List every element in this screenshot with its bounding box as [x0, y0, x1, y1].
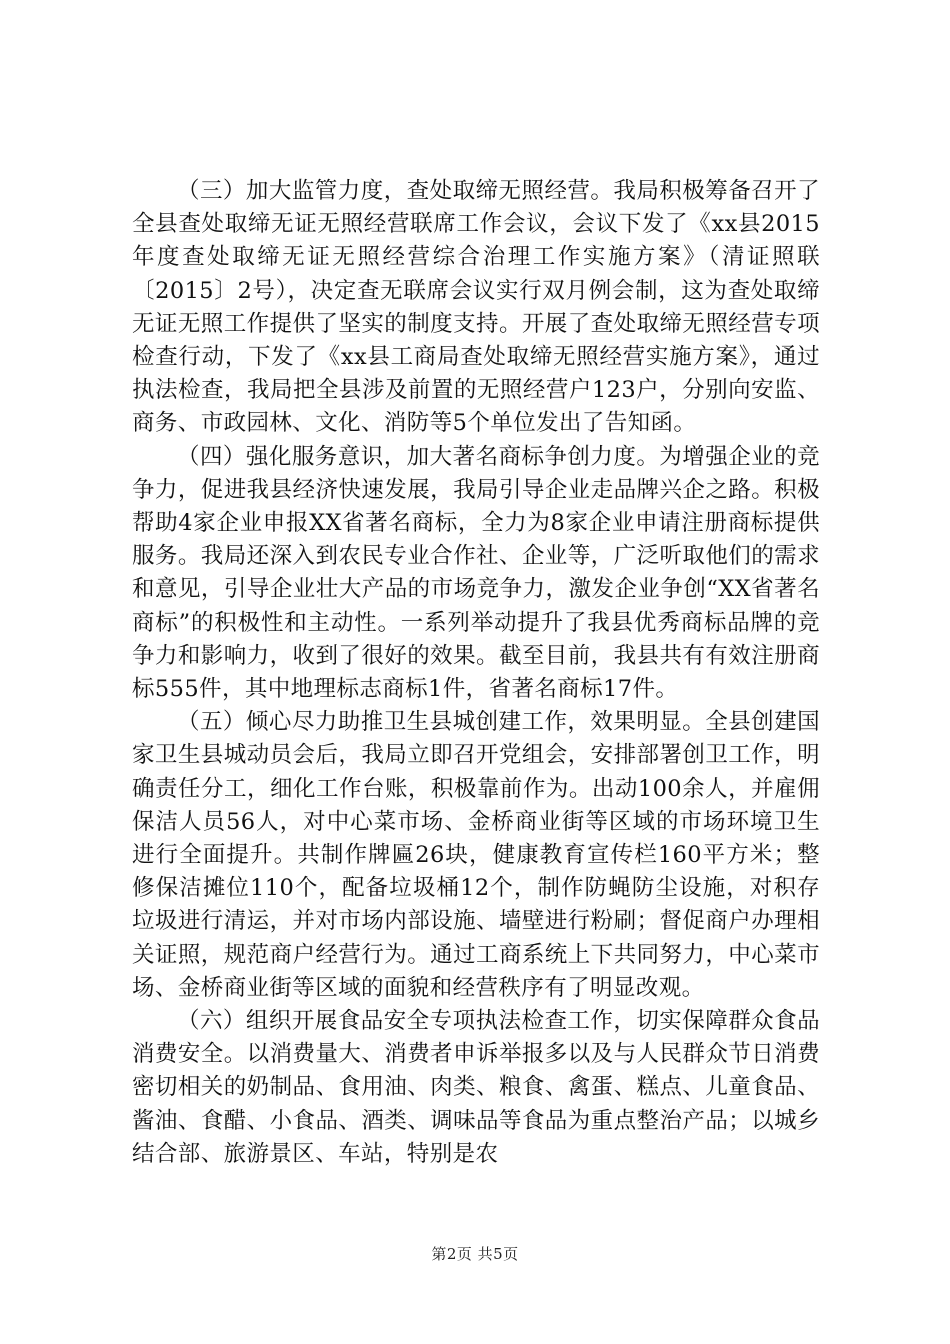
paragraph-section-3: （三）加大监管力度，查处取缔无照经营。我局积极筹备召开了全县查处取缔无证无照经营联席工作会议，会议下发了《xx县2015年度查处取缔无证无照经营综合治理工作实施方案》（清证照联〔2015〕2号），决定查无联席会议实行双月例会制，这为查处取缔无证无照工作提供了坚实的制度支持。开展了查处取缔无照经营专项检查行动，下发了《xx县工商局查处取缔无照经营实施方案》，通过执法检查，我局把全县涉及前置的无照经营户123户，分别向安监、商务、市政园林、文化、消防等5个单位发出了告知函。	[132, 178, 820, 437]
paragraph-section-5: （五）倾心尽力助推卫生县城创建工作，效果明显。全县创建国家卫生县城动员会后，我局立即召开党组会，安排部署创卫工作，明确责任分工，细化工作台账，积极靠前作为。出动100余人，并雇佣保洁人员56人，对中心菜市场、金桥商业街等区域的市场环境卫生进行全面提升。共制作牌匾26块，健康教育宣传栏160平方米；整修保洁摊位110个，配备垃圾桶12个，制作防蝇防尘设施，对积存垃圾进行清运，并对市场内部设施、墙壁进行粉刷；督促商户办理相关证照，规范商户经营行为。通过工商系统上下共同努力，中心菜市场、金桥商业街等区域的面貌和经营秩序有了明显改观。	[132, 709, 820, 1001]
paragraph-section-4: （四）强化服务意识，加大著名商标争创力度。为增强企业的竞争力，促进我县经济快速发展，我局引导企业走品牌兴企之路。积极帮助4家企业申报XX省著名商标，全力为8家企业申请注册商标提供服务。我局还深入到农民专业合作社、企业等，广泛听取他们的需求和意见，引导企业壮大产品的市场竞争力，激发企业争创“XX省著名商标”的积极性和主动性。一系列举动提升了我县优秀商标品牌的竞争力和影响力，收到了很好的效果。截至目前，我县共有有效注册商标555件，其中地理标志商标1件，省著名商标17件。	[132, 443, 820, 703]
paragraph-section-6: （六）组织开展食品安全专项执法检查工作，切实保障群众食品消费安全。以消费量大、消费者申诉举报多以及与人民群众节日消费密切相关的奶制品、食用油、肉类、粮食、禽蛋、糕点、儿童食品、酱油、食醋、小食品、酒类、调味品等食品为重点整治产品；以城乡结合部、旅游景区、车站，特别是农	[132, 1008, 820, 1167]
page-footer: 第2页 共5页	[431, 1245, 519, 1263]
document-body	[132, 175, 820, 1171]
